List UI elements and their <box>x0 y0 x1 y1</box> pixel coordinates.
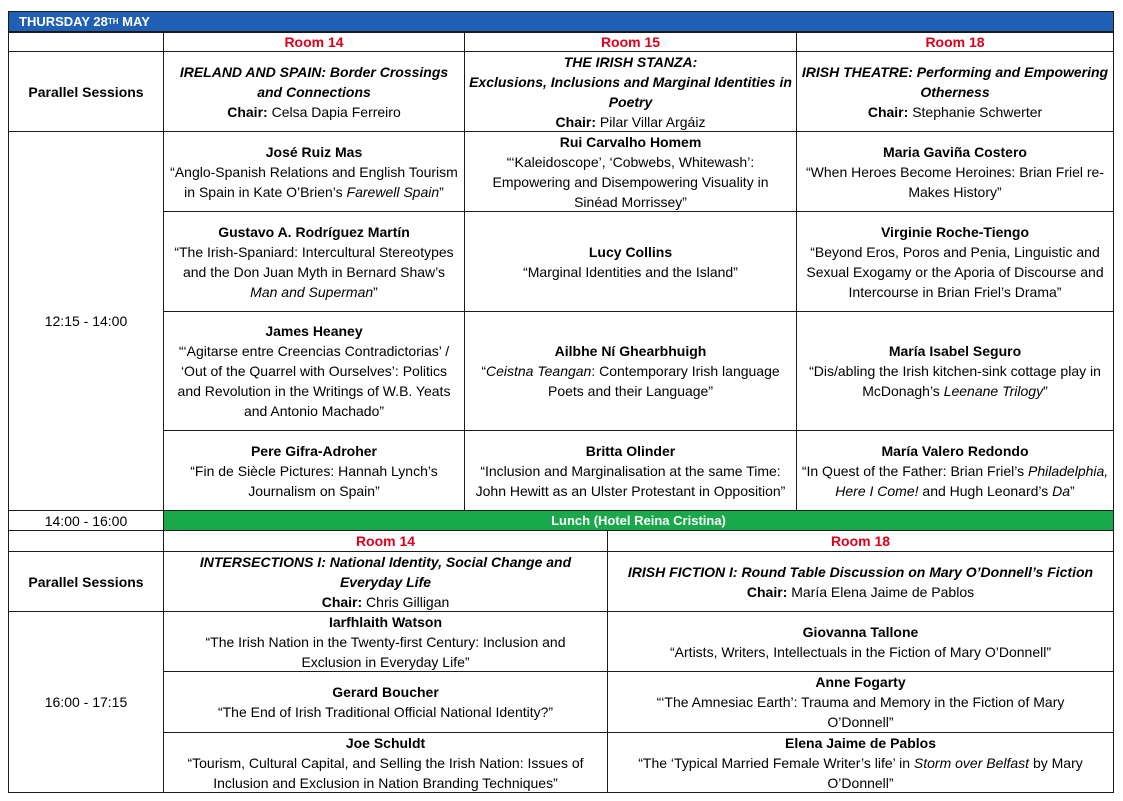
paper-title-end: ” <box>373 283 378 300</box>
paper-author: Elena Jaime de Pablos <box>785 734 936 751</box>
paper-cell <box>608 672 1113 732</box>
paper-cell <box>465 212 796 311</box>
chair-name: Stephanie Schwerter <box>912 103 1043 120</box>
paper-author: Giovanna Tallone <box>802 623 919 640</box>
day-header <box>8 11 1114 32</box>
paper-title-end: by Mary O’Donnell” <box>827 754 1083 791</box>
paper-title-end: ” <box>1070 482 1075 499</box>
paper-title-italic-2: Da <box>1052 482 1071 499</box>
paper-title-italic: Ceistna Teangan <box>486 363 592 379</box>
session-header-intersections <box>164 552 607 611</box>
paper-author: Joe Schuldt <box>345 734 426 751</box>
session-title-main: IRELAND AND SPAIN <box>179 63 322 80</box>
chair-label: Chair: <box>867 103 909 120</box>
paper-cell <box>797 431 1113 510</box>
paper-cell <box>465 132 796 211</box>
paper-author: Ailbhe Ní Ghearbhuigh <box>554 343 707 359</box>
paper-cell <box>797 132 1113 211</box>
chair-name: María Elena Jaime de Pablos <box>791 583 975 600</box>
paper-title: “When Heroes Become Heroines: Brian Friel re-Makes History” <box>806 163 1104 200</box>
paper-cell <box>465 431 796 510</box>
paper-title: “Fin de Siècle Pictures: Hannah Lynch’s Journalism on Spain” <box>190 462 438 499</box>
session-title-main: IRISH FICTION I: Round Table Discussion on Mary O’Donnell’s Fiction <box>627 563 1094 580</box>
chair-name: Chris Gilligan <box>366 593 450 610</box>
paper-author: Anne Fogarty <box>815 674 906 690</box>
lunch-time: 14:00 - 16:00 <box>44 512 128 529</box>
paper-title: “Marginal Identities and the Island” <box>523 263 738 280</box>
session-header-ireland-spain <box>164 52 464 131</box>
paper-title: “Tourism, Cultural Capital, and Selling the Irish Nation: Issues of Inclusion and Exclusion in Nation Branding Techniques” <box>187 754 584 791</box>
paper-author: María Isabel Seguro <box>888 343 1022 359</box>
paper-title: “Anglo-Spanish Relations and English Tourism in Spain in Kate O’Brien’s <box>170 163 458 200</box>
parallel-sessions-label: Parallel Sessions <box>28 83 144 100</box>
chair-label: Chair: <box>227 103 268 120</box>
day-label: THURSDAY 28 <box>19 14 108 29</box>
paper-title-mid: and Hugh Leonard’s <box>918 482 1053 499</box>
chair-name: Pilar Villar Argáiz <box>599 113 706 130</box>
paper-cell <box>608 612 1113 671</box>
paper-cell <box>608 733 1113 792</box>
paper-author: Lucy Collins <box>588 243 673 260</box>
chair-label: Chair: <box>321 593 363 610</box>
paper-cell <box>164 212 464 311</box>
session-title-main: THE IRISH STANZA: <box>563 53 698 70</box>
chair-name: Celsa Dapia Ferreiro <box>271 103 401 120</box>
parallel-sessions-label: Parallel Sessions <box>28 573 144 590</box>
paper-cell <box>164 672 607 732</box>
paper-cell <box>164 132 464 211</box>
paper-author: James Heaney <box>265 323 363 339</box>
chair-label: Chair: <box>555 113 596 130</box>
paper-title-end: : Contemporary Irish language Poets and their Language” <box>547 363 780 399</box>
paper-title: “Artists, Writers, Intellectuals in the Fiction of Mary O’Donnell” <box>670 643 1051 660</box>
paper-cell <box>465 312 796 430</box>
paper-title: “Dis/abling the Irish kitchen-sink cottage play in McDonagh’s <box>809 363 1101 399</box>
chair-label: Chair: <box>746 583 788 600</box>
day-suffix: TH <box>107 17 119 26</box>
paper-author: María Valero Redondo <box>881 442 1029 459</box>
paper-author: Pere Gifra-Adroher <box>250 442 378 459</box>
room-header-18: Room 18 <box>830 533 891 549</box>
paper-cell <box>164 312 464 430</box>
paper-author: Gerard Boucher <box>332 684 439 700</box>
paper-title: “In Quest of the Father: Brian Friel’s <box>801 462 1028 479</box>
paper-author: Maria Gaviña Costero <box>883 143 1027 160</box>
paper-author: Virginie Roche-Tiengo <box>880 223 1030 240</box>
paper-title: “‘Kaleidoscope’, ‘Cobwebs, Whitewash’: Empowering and Disempowering Visuality in Sinéad Morrissey” <box>492 153 769 210</box>
paper-author: Rui Carvalho Homem <box>559 133 702 150</box>
room-header-18: Room 18 <box>925 34 985 50</box>
paper-title: “The Irish Nation in the Twenty-first Century: Inclusion and Exclusion in Everyday Life” <box>205 633 566 670</box>
paper-title-italic: Storm over Belfast <box>913 754 1030 771</box>
time-slot: 16:00 - 17:15 <box>44 694 128 710</box>
month-label: MAY <box>122 14 150 29</box>
room-header-14: Room 14 <box>355 533 416 549</box>
session-title-main: INTERSECTIONS I: National Identity, Social Change and Everyday Life <box>199 553 572 590</box>
paper-title-end: ” <box>1043 383 1048 399</box>
paper-title: “The Irish-Spaniard: Intercultural Stereotypes and the Don Juan Myth in Bernard Shaw’s <box>174 243 454 280</box>
session-header-irish-stanza <box>465 52 796 131</box>
paper-title-italic: Farewell Spain <box>346 183 440 200</box>
session-header-irish-fiction <box>608 552 1113 611</box>
paper-title-italic: Philadelphia, Here I Come! <box>835 462 1109 499</box>
session-title-rest: Exclusions, Inclusions and Marginal Identities in Poetry <box>469 73 792 110</box>
paper-title: “The ‘Typical Married Female Writer’s life’ in <box>638 754 914 771</box>
paper-title: “The End of Irish Traditional Official National Identity?” <box>217 704 554 720</box>
paper-title-italic: Man and Superman <box>250 283 374 300</box>
paper-title-end: ” <box>439 183 444 200</box>
paper-title: “‘The Amnesiac Earth’: Trauma and Memory in the Fiction of Mary O’Donnell” <box>656 694 1065 730</box>
paper-author: Gustavo A. Rodríguez Martín <box>218 223 410 240</box>
paper-cell <box>797 312 1113 430</box>
paper-title: “‘Agitarse entre Creencias Contradictorias’ / ‘Out of the Quarrel with Ourselves’: Politics and Revolution in the Writings of W.B. Yeats and Antonio Machado” <box>177 343 451 419</box>
paper-title: “Beyond Eros, Poros and Penia, Linguistic and Sexual Exogamy or the Aporia of Discourse and Intercourse in Brian Friel’s Drama” <box>806 243 1104 300</box>
session-title-main: IRISH THEATRE <box>801 63 909 80</box>
session-title-rest: : Performing and Empowering Otherness <box>908 63 1109 100</box>
paper-author: José Ruiz Mas <box>265 143 363 160</box>
paper-author: Iarfhlaith Watson <box>328 613 443 630</box>
paper-title: “Inclusion and Marginalisation at the same Time: John Hewitt as an Ulster Protestant in Opposition” <box>475 462 786 499</box>
room-header-14: Room 14 <box>284 34 344 50</box>
paper-cell <box>164 431 464 510</box>
paper-cell <box>164 733 607 792</box>
session-header-irish-theatre <box>797 52 1113 131</box>
paper-author: Britta Olinder <box>585 442 676 459</box>
paper-title: “ <box>481 363 486 379</box>
session-title-rest: : Border Crossings and Connections <box>257 63 449 100</box>
paper-title-italic: Leenane Trilogy <box>943 383 1044 399</box>
paper-cell <box>797 212 1113 311</box>
lunch-bar: Lunch (Hotel Reina Cristina) <box>164 511 1113 530</box>
time-slot: 12:15 - 14:00 <box>44 313 128 329</box>
room-header-15: Room 15 <box>600 34 661 50</box>
paper-cell <box>164 612 607 671</box>
